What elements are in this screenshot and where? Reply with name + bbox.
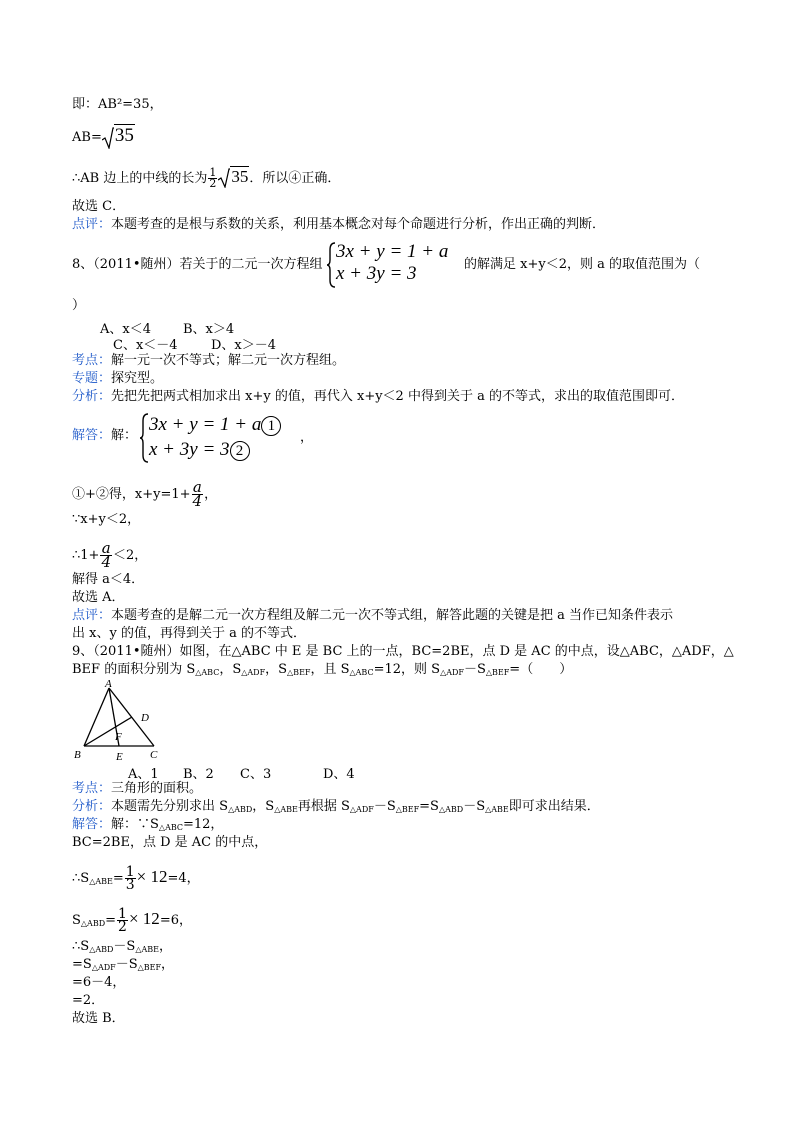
text-fragment: ， [158,939,172,954]
text-line [72,125,135,146]
text-line [72,168,340,189]
text-fragment: ，且 S [310,662,350,677]
text-fragment: 即可求出结果． [508,799,600,814]
label-dianping: 点评： [72,608,112,623]
option-b: B、2 [183,767,214,782]
text-fragment: ，S [219,662,242,677]
label-dianping: 点评： [72,217,112,232]
math-line: =2． [72,993,105,1008]
subscript: △BEF [395,805,420,814]
math-line: 解得 a＜4． [72,572,145,587]
text-fragment: 本题需先分别求出 S [111,799,229,814]
text-fragment: ．所以④正确． [249,171,341,186]
denominator: 2 [209,177,217,190]
text-fragment: ，S [252,799,275,814]
subscript: △ABC [195,668,220,677]
text-fragment: 三角形的面积。 [111,781,203,796]
text-fragment: =S [72,957,92,972]
equation-text: x + 3y = 3 [149,439,230,460]
text-fragment: =12，则 S [373,662,441,677]
text-fragment: S [72,913,81,928]
numerator: a [101,539,111,557]
text-fragment: AB= [72,130,102,145]
text-fragment: －S [463,799,486,814]
denominator: 3 [125,877,135,893]
equation: 3x + y = 1 + a [336,241,449,262]
subscript: △ADF [91,963,116,972]
text-fragment: ∴AB 边上的中线的长为 [72,171,208,186]
vertex-label: C [150,749,158,761]
text-fragment: －S [373,799,396,814]
text-fragment: 探究型。 [111,371,164,386]
subscript: △ADF [241,668,266,677]
subscript: △ABE [274,805,298,814]
numerator: 1 [209,166,217,179]
text-fragment: = [105,913,117,928]
left-brace-icon [326,242,336,288]
text-line: 故选 C． [72,199,126,214]
triangle-figure [72,680,172,766]
text-fragment: －S [113,939,136,954]
text-fragment: 解： [111,428,138,443]
subscript: △ABD [80,919,106,928]
subscript: △ABC [349,668,374,677]
text-fragment: 本题考查的是解二元一次方程组及解二元一次不等式组，解答此题的关键是把 a 当作已知条件表示 [111,608,674,623]
radicand: 35 [114,125,134,146]
text-fragment: =（ ） [509,662,573,677]
math-line [72,866,200,891]
text-fragment: =4， [167,871,200,886]
label-zhuanti: 专题： [72,371,112,386]
option-b: B、x＞4 [183,322,235,337]
option-c: C、x＜－4 [113,338,178,353]
label-fenxi: 分析： [72,799,112,814]
text-fragment: ＜2， [112,548,148,563]
comment-line [72,217,605,233]
text-fragment: ， [161,957,175,972]
comment-line [72,608,673,624]
text-fragment: 解一元一次不等式；解二元一次方程组。 [111,353,346,368]
text-fragment: ∴S [72,871,90,886]
option-c: C、3 [240,767,272,782]
question-stem [72,662,572,681]
circled-number: 1 [261,416,281,436]
option-d: D、x＞－4 [211,338,277,353]
subscript: △ABE [89,877,113,886]
equation-system [149,412,281,462]
math-line [72,939,172,958]
math-line: BC=2BE，点 D 是 AC 的中点， [72,835,268,850]
question-stem: 的解满足 x+y＜2，则 a 的取值范围为（ [464,257,700,272]
math-line: 故选 B． [72,1011,125,1026]
text-fragment: ，S [265,662,288,677]
radicand: 35 [231,167,249,186]
text-line: 即：AB²=35， [72,97,163,112]
text-fragment: 再根据 S [297,799,350,814]
subscript: △ABD [438,805,464,814]
vertex-label: F [115,731,122,743]
kaodian-line [72,781,202,797]
text-fragment: －S [463,662,486,677]
subscript: △ADF [440,668,464,677]
math-line: =6－4， [72,975,126,990]
fraction [208,168,217,189]
kaodian-line [72,353,345,369]
label-jieda: 解答： [72,817,112,832]
segment-bd [84,717,132,746]
subscript: △ADF [349,805,374,814]
math-expression: × 12 [128,909,160,928]
segment-ab [84,688,109,746]
math-line [72,539,148,571]
text-fragment: =S [419,799,439,814]
question-stem: ） [72,298,86,313]
option-a: A、x＜4 [100,322,151,337]
numerator: 1 [118,906,127,922]
fenxi-line [72,799,600,818]
denominator: 4 [192,492,203,510]
text-fragment: 解：∵S [111,817,159,832]
text-fragment: ∴1+ [72,548,100,563]
text-fragment: ， [300,430,314,445]
text-fragment: 先把先把两式相加求出 x+y 的值，再代入 x+y＜2 中得到关于 a 的不等式，求出的取值范围即可． [111,389,684,404]
subscript: △ABE [485,805,509,814]
circled-number: 2 [230,441,250,461]
jieda-line [72,428,137,444]
equation: x + 3y = 3 [336,263,417,284]
math-line: 故选 A． [72,590,125,605]
subscript: △ABD [228,805,253,814]
text-fragment: 本题考查的是根与系数的关系，利用基本概念对每个命题进行分析，作出正确的判断． [111,217,606,232]
text-fragment: ①+②得，x+y=1+ [72,487,191,502]
question-stem: 8、（2011•随州）若关于的二元一次方程组 [72,257,323,272]
radical-sign-icon [218,168,230,188]
subscript: △BEF [287,668,311,677]
label-kaodian: 考点： [72,353,112,368]
text-fragment: ∴S [72,939,90,954]
vertex-label: E [116,751,123,763]
subscript: △ABD [89,945,114,954]
math-expression: × 12 [136,867,168,886]
text-fragment: =6， [159,913,192,928]
label-kaodian: 考点： [72,781,112,796]
left-brace-icon [139,413,149,463]
sqrt-expression [218,169,249,185]
vertex-label: B [74,749,81,761]
denominator: 4 [101,553,111,571]
subscript: △ABE [135,945,159,954]
text-fragment: = [112,871,124,886]
equation-text: 3x + y = 1 + a [149,414,262,435]
option-a: A、1 [128,767,159,782]
vertex-label: A [105,680,112,690]
equation [149,412,281,437]
label-fenxi: 分析： [72,389,112,404]
text-fragment: ， [204,487,218,502]
jieda-line [72,817,223,836]
text-fragment: =12， [183,817,224,832]
zhuanti-line [72,371,163,387]
text-fragment: －S [115,957,138,972]
numerator: 1 [125,864,135,880]
fraction [125,866,136,891]
label-jieda: 解答： [72,428,112,443]
numerator: a [192,478,202,496]
fraction [100,539,112,571]
subscript: △BEF [137,963,162,972]
sqrt-expression [102,125,135,146]
subscript: △ABC [158,823,183,832]
comment-line: 出 x、y 的值，再得到关于 a 的不等式． [72,626,306,641]
subscript: △BEF [485,668,510,677]
fraction [117,908,128,933]
question-stem: 9、（2011•随州）如图，在△ABC 中 E 是 BC 上的一点，BC=2BE，点 D 是 AC 的中点，设△ABC，△ADF，△ [72,644,734,659]
math-line [72,957,174,976]
math-line [72,478,218,510]
text-fragment: BEF 的面积分别为 S [72,662,196,677]
denominator: 2 [118,919,127,935]
math-line [72,908,192,933]
equation [149,437,281,462]
equation-system [336,241,448,285]
vertex-label: D [141,712,149,724]
radical-sign-icon [102,127,114,149]
fenxi-line [72,389,684,405]
fraction [192,478,204,510]
option-d: D、4 [323,767,355,782]
math-line: ∵x+y＜2， [72,512,141,527]
